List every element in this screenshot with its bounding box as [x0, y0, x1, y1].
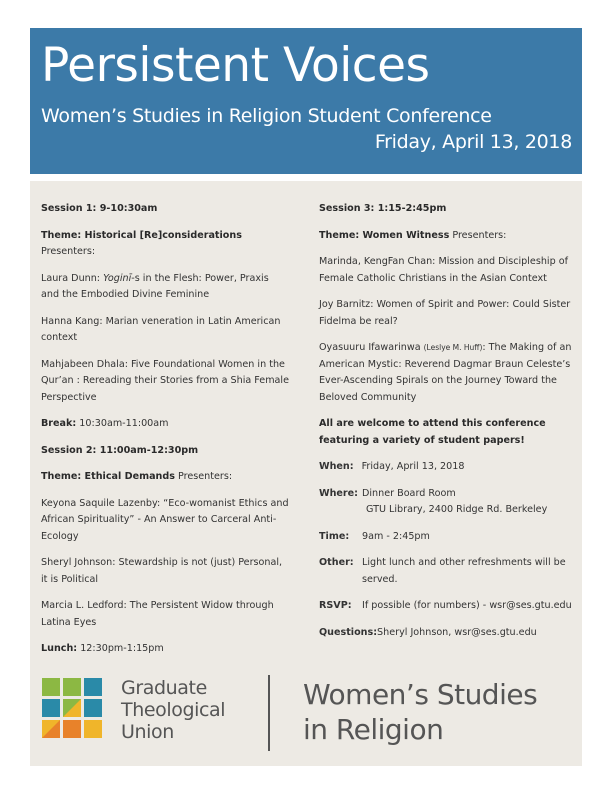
other-row: Other: Light lunch and other refreshments will be served.	[319, 557, 566, 585]
presenter-item: Marcia L. Ledford: The Persistent Widow through Latina Eyes	[41, 600, 274, 628]
presenter-item: Oyasuuru Ifawarinwa (Leslye M. Huff): The Making of an American Mystic: Reverend Dagmar Braun Celeste’s Ever-Ascending Spirals on the Journey Toward the Beloved Community	[319, 342, 572, 403]
program-panel	[30, 181, 582, 766]
welcome-note: All are welcome to attend this conference featuring a variety of student papers!	[319, 418, 546, 446]
presenter-item: Marinda, KengFan Chan: Mission and Discipleship of Female Catholic Christians in the Asian Context	[319, 256, 568, 284]
session-1-theme: Theme: Historical [Re]considerations Presenters:	[41, 229, 242, 257]
presenter-item: Laura Dunn: Yoginī-s in the Flesh: Power, Praxis and the Embodied Divine Feminine	[41, 272, 269, 300]
left-column	[41, 201, 289, 668]
logo-divider	[268, 675, 270, 751]
session-3-theme: Theme: Women Witness Presenters:	[319, 229, 507, 241]
event-date: Friday, April 13, 2018	[374, 131, 572, 153]
presenter-item: Mahjabeen Dhala: Five Foundational Women in the Qur’an : Rereading their Stories from a Shia Female Perspective	[41, 358, 289, 403]
session-2-theme: Theme: Ethical Demands Presenters:	[41, 471, 233, 482]
page-title: Persistent Voices	[41, 38, 430, 93]
questions-row: Questions: Sheryl Johnson, wsr@ses.gtu.edu	[319, 626, 537, 638]
break-line: Break: 10:30am-11:00am	[41, 418, 169, 429]
where-row: Where: Dinner Board Room GTU Library, 2400 Ridge Rd. Berkeley	[319, 487, 548, 515]
when-row: When: Friday, April 13, 2018	[319, 461, 465, 472]
footer-logos	[30, 673, 582, 766]
presenter-item: Sheryl Johnson: Stewardship is not (just) Personal, it is Political	[41, 557, 283, 585]
session-1-heading: Session 1: 9-10:30am	[41, 203, 158, 214]
rsvp-row: RSVP: If possible (for numbers) - wsr@ses.gtu.edu	[319, 600, 572, 611]
gtu-wordmark: Graduate Theological Union	[121, 677, 226, 743]
session-2-heading: Session 2: 11:00am-12:30pm	[41, 444, 199, 456]
wsr-wordmark: Women’s Studies in Religion	[303, 678, 538, 746]
presenter-item: Hanna Kang: Marian veneration in Latin American context	[41, 315, 281, 343]
right-column	[319, 201, 575, 651]
presenter-item: Joy Barnitz: Women of Spirit and Power: Could Sister Fidelma be real?	[319, 299, 571, 327]
gtu-logo-icon	[42, 678, 102, 738]
lunch-line: Lunch: 12:30pm-1:15pm	[41, 643, 164, 654]
time-row: Time: 9am - 2:45pm	[319, 530, 430, 542]
header-banner	[30, 28, 582, 174]
session-3-heading: Session 3: 1:15-2:45pm	[319, 203, 447, 214]
presenter-item: Keyona Saquile Lazenby: “Eco-womanist Ethics and African Spirituality” - An Answer to Carceral Anti-Ecology	[41, 497, 289, 542]
page-subtitle: Women’s Studies in Religion Student Conference	[41, 105, 492, 127]
